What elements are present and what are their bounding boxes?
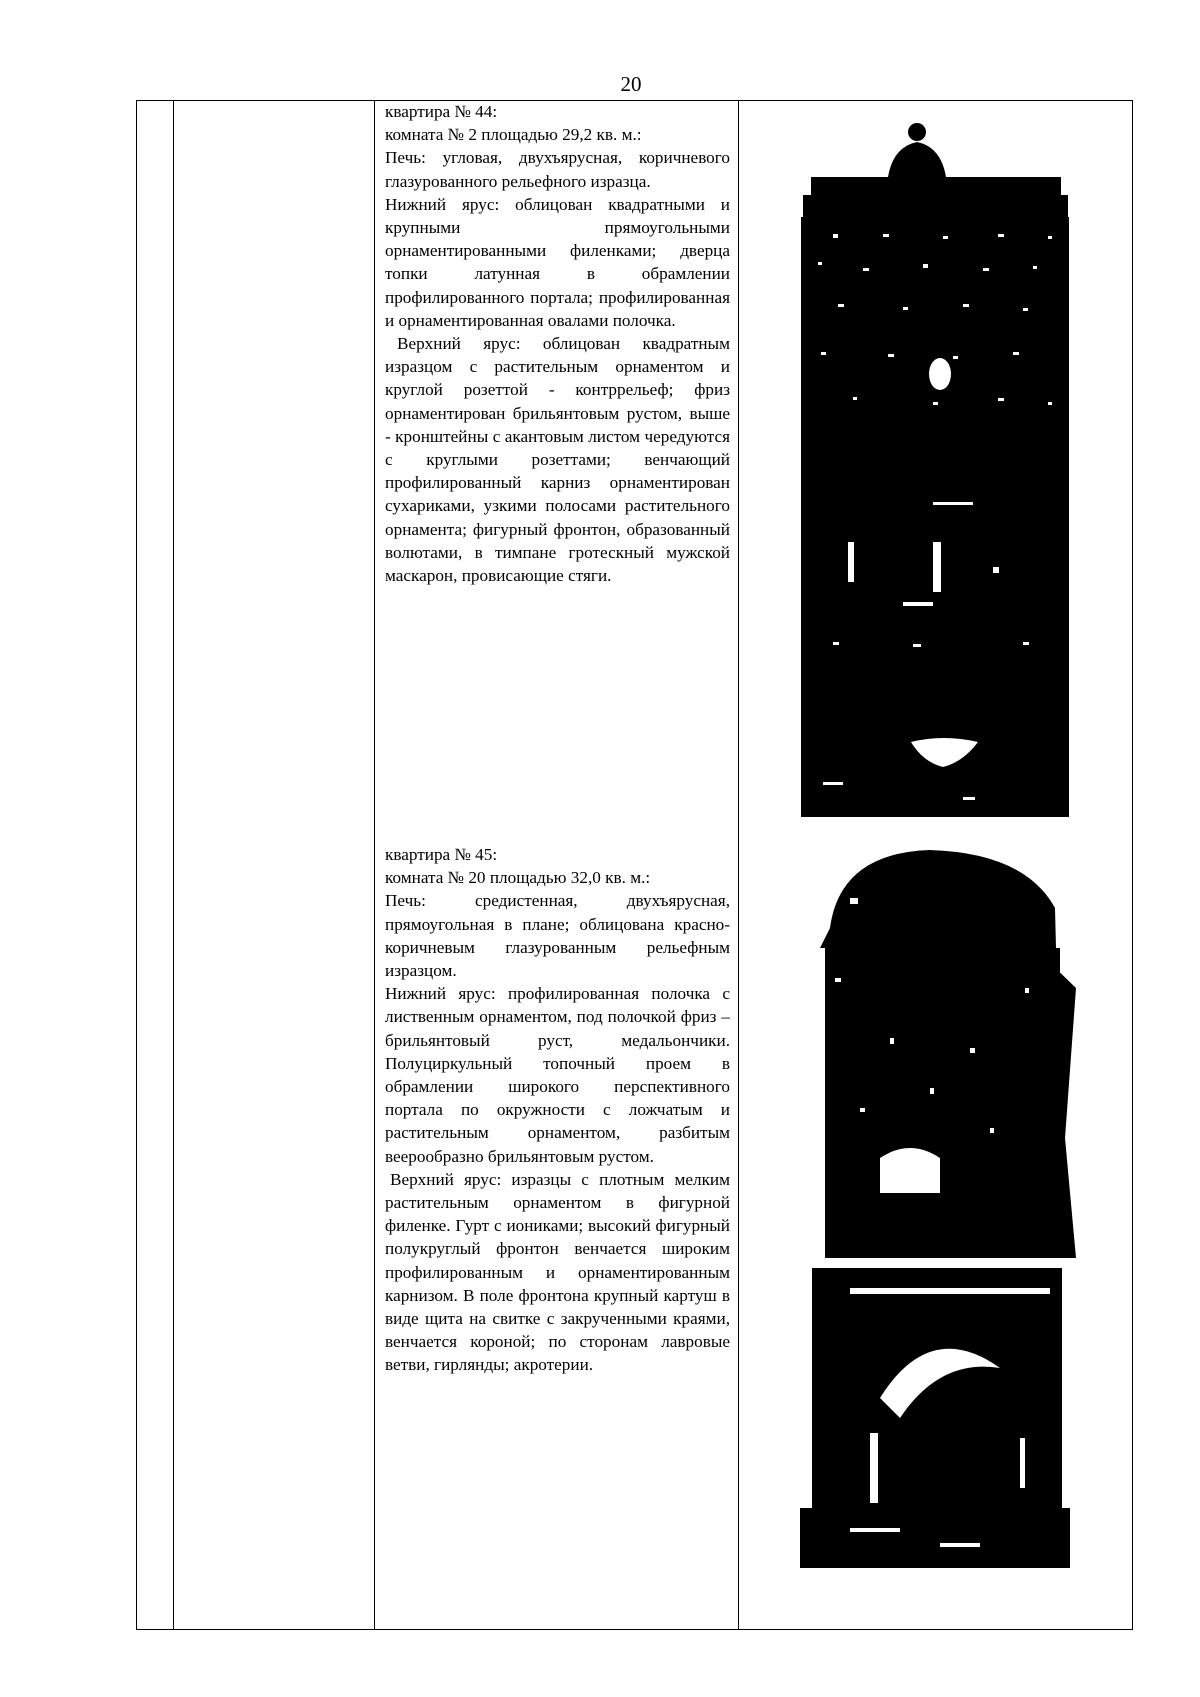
table-column-divider <box>738 101 739 1629</box>
table-column-divider <box>173 101 174 1629</box>
room-heading: комната № 20 площадью 32,0 кв. м.: <box>385 868 651 888</box>
upper-tier-description: Верхний ярус: облицован квадратным изразцом с растительным орнаментом и круглой розеттой - контррельеф; фриз орнаментирован брильянтовым рустом, выше - кронштейны с акантовым листом чередуются с круглыми розеттами; венчающий профилированный карниз орнаментирован сухариками, узкими полосами растительного орнамента; фигурный фронтон, образованный волютами, в тимпане гротескный мужской маскарон, провисающие стяги. <box>385 334 730 586</box>
lower-tier-description: Нижний ярус: облицован квадратными и крупными прямоугольными орнаментированными филенками; дверца топки латунная в обрамлении профилированного портала; профилированная и орнаментированная овалами полочка. <box>385 194 730 330</box>
stove-description: Печь: угловая, двухъярусная, коричневого глазурованного рельефного изразца. <box>385 148 730 191</box>
upper-tier-description: Верхний ярус: изразцы с плотным мелким растительным орнаментом в фигурной филенке. Гурт с иониками; высокий фигурный полукруглый фронтон венчается широким профилированным и орнаментированным карнизом. В поле фронтона крупный картуш в виде щита на свитке с закрученными краями, венчается короной; по сторонам лавровые ветви, гирлянды; акротерии. <box>385 1169 730 1375</box>
stove-photo-apartment-45 <box>790 838 1076 1573</box>
entry-text-apartment-44 <box>385 100 730 587</box>
page-number: 20 <box>620 72 642 96</box>
room-heading: комната № 2 площадью 29,2 кв. м.: <box>385 125 642 145</box>
lower-tier-description: Нижний ярус: профилированная полочка с лиственным орнаментом, под полочкой фриз – брильянтовый руст, медальончики. Полуциркульный топочный проем в обрамлении широкого перспективного портала по окружности с ложчатым и растительным орнаментом, разбитым веерообразно брильянтовым рустом. <box>385 984 730 1166</box>
entry-text-apartment-45 <box>385 843 730 1377</box>
apartment-heading: квартира № 44: <box>385 102 498 121</box>
stove-photo-apartment-44 <box>793 122 1077 817</box>
stove-description: Печь: средистенная, двухъярусная, прямоугольная в плане; облицована красно-коричневым глазурованным рельефным изразцом. <box>385 891 730 981</box>
table-column-divider <box>374 101 375 1629</box>
apartment-heading: квартира № 45: <box>385 845 498 864</box>
